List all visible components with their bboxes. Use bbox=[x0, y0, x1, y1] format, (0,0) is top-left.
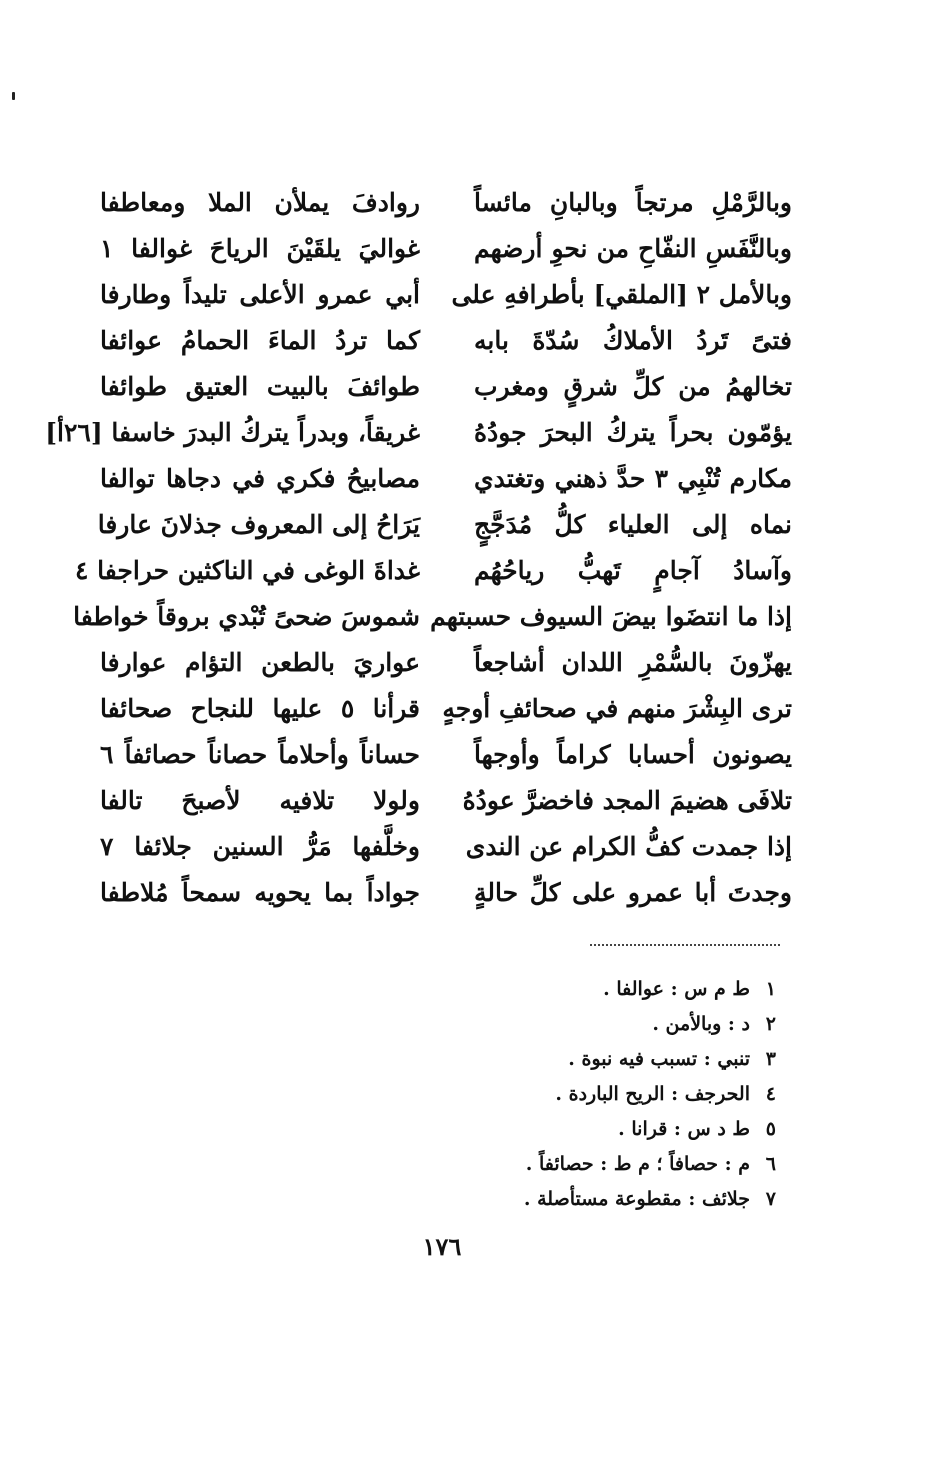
footnotes bbox=[356, 972, 776, 1217]
footnote-text: ط د س : قرانا . bbox=[618, 1118, 750, 1140]
footnote-text: الحرجف : الريح الباردة . bbox=[555, 1083, 750, 1105]
footnote-item bbox=[356, 1042, 776, 1077]
verse-first-hemistich: إذا ما انتضَوا بيضَ السيوف حسبتهم bbox=[430, 602, 792, 631]
footnote-text: ط م س : عوالفا . bbox=[603, 978, 750, 1000]
verse-first-hemistich: تخالهمُ من كلِّ شرقٍ ومغرب bbox=[474, 372, 792, 401]
verse-second-hemistich: روادفَ يملأن الملا ومعاطفا bbox=[100, 188, 420, 217]
footnote-text: تنبي : تسبب فيه نبوة . bbox=[568, 1048, 750, 1070]
footnote-item bbox=[356, 1007, 776, 1042]
poem-block bbox=[45, 180, 792, 920]
footnote-item bbox=[356, 972, 776, 1007]
verse-first-hemistich: فتىً تَردُ الأملاكُ سُدّةَ بابه bbox=[474, 326, 792, 355]
verse-second-hemistich: وخلَّفها مَرُّ السنين جلائفا ٧ bbox=[100, 832, 420, 861]
verse-first-hemistich: مكارم تُنْبِي ٣ حدَّ ذهني وتغتدي bbox=[474, 464, 792, 493]
verse-second-hemistich: شموسَ ضحىً تُبْدي بروقاً خواطفا bbox=[73, 602, 420, 631]
verse-second-hemistich: غواليَ يلقَيْنَ الرياحَ غوالفا ١ bbox=[100, 234, 420, 263]
verse-second-hemistich: طوائفَ بالبيت العتيق طوائفا bbox=[100, 372, 420, 401]
verse-first-hemistich: وجدتَ أبا عمرو على كلِّ حالةٍ bbox=[474, 878, 792, 907]
verse-second-hemistich: غريقاً، وبدراً يتركُ البدرَ خاسفا [٢٦أ] bbox=[45, 418, 420, 447]
verse-second-hemistich: قرأنا ٥ عليها للنجاح صحائفا bbox=[100, 694, 420, 723]
verse-first-hemistich: يصونون أحسابا كراماً وأوجهاً bbox=[474, 740, 792, 769]
footnote-divider bbox=[590, 944, 780, 946]
verse-second-hemistich: ولولا تلافيه لأصبحَ تالفا bbox=[100, 786, 420, 815]
verse-first-hemistich: نماه إلى العلياء كلُّ مُدَجَّجٍ bbox=[474, 510, 792, 539]
footnote-number: ٢ bbox=[765, 1013, 776, 1035]
verse-first-hemistich: إذا جمدت كفُّ الكرام عن الندى bbox=[465, 832, 792, 861]
footnote-item bbox=[356, 1077, 776, 1112]
verse-first-hemistich: يهزّونَ بالسُّمْرِ اللدان أشاجعاً bbox=[474, 648, 792, 677]
footnote-number: ٧ bbox=[765, 1188, 776, 1210]
verse-second-hemistich: جواداً بما يحويه سمحاً مُلاطفا bbox=[100, 878, 420, 907]
verse-second-hemistich: عواريَ بالطعن التؤام عوارفا bbox=[100, 648, 420, 677]
verse-second-hemistich: غداةَ الوغى في الناكثين حراجفا ٤ bbox=[74, 556, 420, 585]
footnote-number: ٥ bbox=[765, 1118, 776, 1140]
footnote-item bbox=[356, 1182, 776, 1217]
verse-second-hemistich: أبي عمرو الأعلى تليداً وطارفا bbox=[100, 280, 420, 309]
footnote-text: جلائف : مقطوعة مستأصلة . bbox=[523, 1188, 750, 1210]
verse-second-hemistich: مصابيحُ فكري في دجاها توالفا bbox=[100, 464, 420, 493]
footnote-number: ١ bbox=[765, 978, 776, 1000]
footnote-text: د : وبالأمن . bbox=[652, 1013, 750, 1035]
verse-first-hemistich: يؤمّون بحراً يتركُ البحرَ جودُهُ bbox=[474, 418, 792, 447]
verse-first-hemistich: وبالأمل ٢ [الملقي] بأطرافهِ على bbox=[451, 280, 792, 309]
verse-first-hemistich: تلافَى هضيمَ المجد فاخضرَّ عودُهُ bbox=[462, 786, 792, 815]
footnote-number: ٣ bbox=[765, 1048, 776, 1070]
verse-second-hemistich: يَرَاحُ إلى المعروف جذلانَ عارفا bbox=[97, 510, 420, 539]
footnote-item bbox=[356, 1147, 776, 1182]
verse-first-hemistich: وآسادُ آجامٍ تَهبُّ رياحُهُم bbox=[474, 556, 792, 585]
verse-second-hemistich: كما تردُ الماءَ الحمامُ عوائفا bbox=[100, 326, 420, 355]
verse-first-hemistich: ترى البِشْرَ منهم في صحائفِ أوجهٍ bbox=[442, 694, 792, 723]
verse-first-hemistich: وبالرَّمْلِ مرتجاً وبالبانِ مائساً bbox=[474, 188, 792, 217]
footnote-item bbox=[356, 1112, 776, 1147]
footnote-number: ٦ bbox=[765, 1153, 776, 1175]
verse-second-hemistich: حساناً وأحلاماً حصاناً حصائفاً ٦ bbox=[100, 740, 420, 769]
scan-edge-mark bbox=[12, 92, 15, 100]
footnote-number: ٤ bbox=[765, 1083, 776, 1105]
footnote-text: م : حصافاً ؛ م ط : حصائفاً . bbox=[525, 1153, 750, 1175]
verse-first-hemistich: وبالنَّفَسِ النفّاحِ من نحوِ أرضهم bbox=[474, 234, 792, 263]
page-number: ١٧٦ bbox=[422, 1232, 462, 1261]
